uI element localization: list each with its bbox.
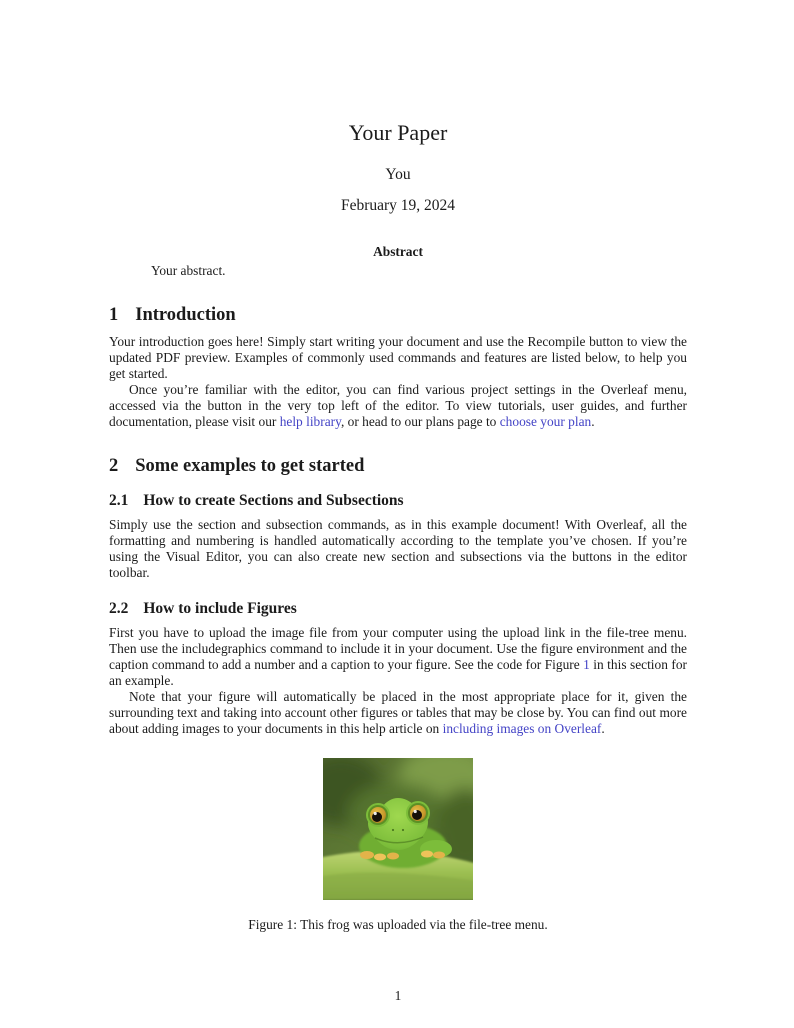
paper-author: You bbox=[385, 166, 411, 183]
subsection-2-2-heading bbox=[109, 599, 687, 618]
intro-p2-text-b: , or head to our plans page to bbox=[340, 414, 500, 429]
subsection-2-2-number: 2.2 bbox=[109, 600, 129, 617]
choose-your-plan-link[interactable]: choose your plan bbox=[499, 414, 592, 429]
help-library-link[interactable]: help library bbox=[279, 414, 341, 429]
subsection-2-1-heading bbox=[109, 491, 687, 510]
section-1-title: Introduction bbox=[135, 305, 236, 325]
figures-paragraph-1 bbox=[109, 625, 687, 689]
figures-p2-text-b: . bbox=[601, 721, 605, 736]
figure-1-ref-link[interactable]: 1 bbox=[583, 657, 590, 672]
subsection-2-1-paragraph: Simply use the section and subsection commands, as in this example document! With Overleaf, all the formatting and numbering is handled automatically according to the template you’ve chosen. If you’re using the Visual Editor, you can also create new section and subsections via the buttons in the editor toolbar. bbox=[109, 517, 687, 580]
figures-paragraph-2 bbox=[109, 689, 687, 737]
section-2-title: Some examples to get started bbox=[135, 456, 365, 476]
intro-p2-text-a: Once you’re familiar with the editor, you can find various project settings in the Overleaf menu, accessed via the button in the very top left of the editor. To view tutorials, user guides, and further documentation, please visit our bbox=[109, 382, 687, 429]
section-1-number: 1 bbox=[109, 305, 119, 325]
abstract-heading: Abstract bbox=[373, 244, 423, 259]
section-2-heading bbox=[109, 455, 687, 478]
subsection-2-2-title: How to include Figures bbox=[143, 600, 297, 617]
paper-date: February 19, 2024 bbox=[340, 197, 456, 214]
intro-paragraph-1: Your introduction goes here! Simply start writing your document and use the Recompile button to view the updated PDF preview. Examples of commonly used commands and features are listed below, to help you get started. bbox=[109, 334, 687, 381]
intro-p2-text-c: . bbox=[591, 414, 595, 429]
figure-image bbox=[323, 758, 473, 900]
intro-paragraph-2 bbox=[109, 382, 687, 430]
subsection-2-1-number: 2.1 bbox=[109, 492, 129, 509]
paper-title: Your Paper bbox=[348, 120, 448, 145]
section-2-number: 2 bbox=[109, 456, 119, 476]
section-1-heading bbox=[109, 304, 687, 327]
text-block bbox=[109, 0, 687, 1004]
figures-p1-text-b: in this section for an example. bbox=[109, 657, 687, 688]
figures-p2-text-a: Note that your figure will automatically be placed in the most appropriate place for it, given the surrounding text and taking into account other figures or tables that may be close by. You can find out more about adding images to your documents in this help article on bbox=[109, 689, 687, 736]
figure-1 bbox=[109, 758, 687, 900]
subsection-2-1-title: How to create Sections and Subsections bbox=[143, 492, 404, 509]
page-number: 1 bbox=[394, 988, 402, 1003]
including-images-link[interactable]: including images on Overleaf bbox=[442, 721, 602, 736]
abstract-body: Your abstract. bbox=[151, 263, 226, 278]
figure-1-caption: Figure 1: This frog was uploaded via the file-tree menu. bbox=[248, 917, 548, 932]
figures-p1-text-a: First you have to upload the image file from your computer using the upload link in the file-tree menu. Then use the includegraphics command to include it in your document. Use the figure environment and the caption command to add a number and a caption to your figure. See the code for Figure bbox=[109, 625, 687, 672]
